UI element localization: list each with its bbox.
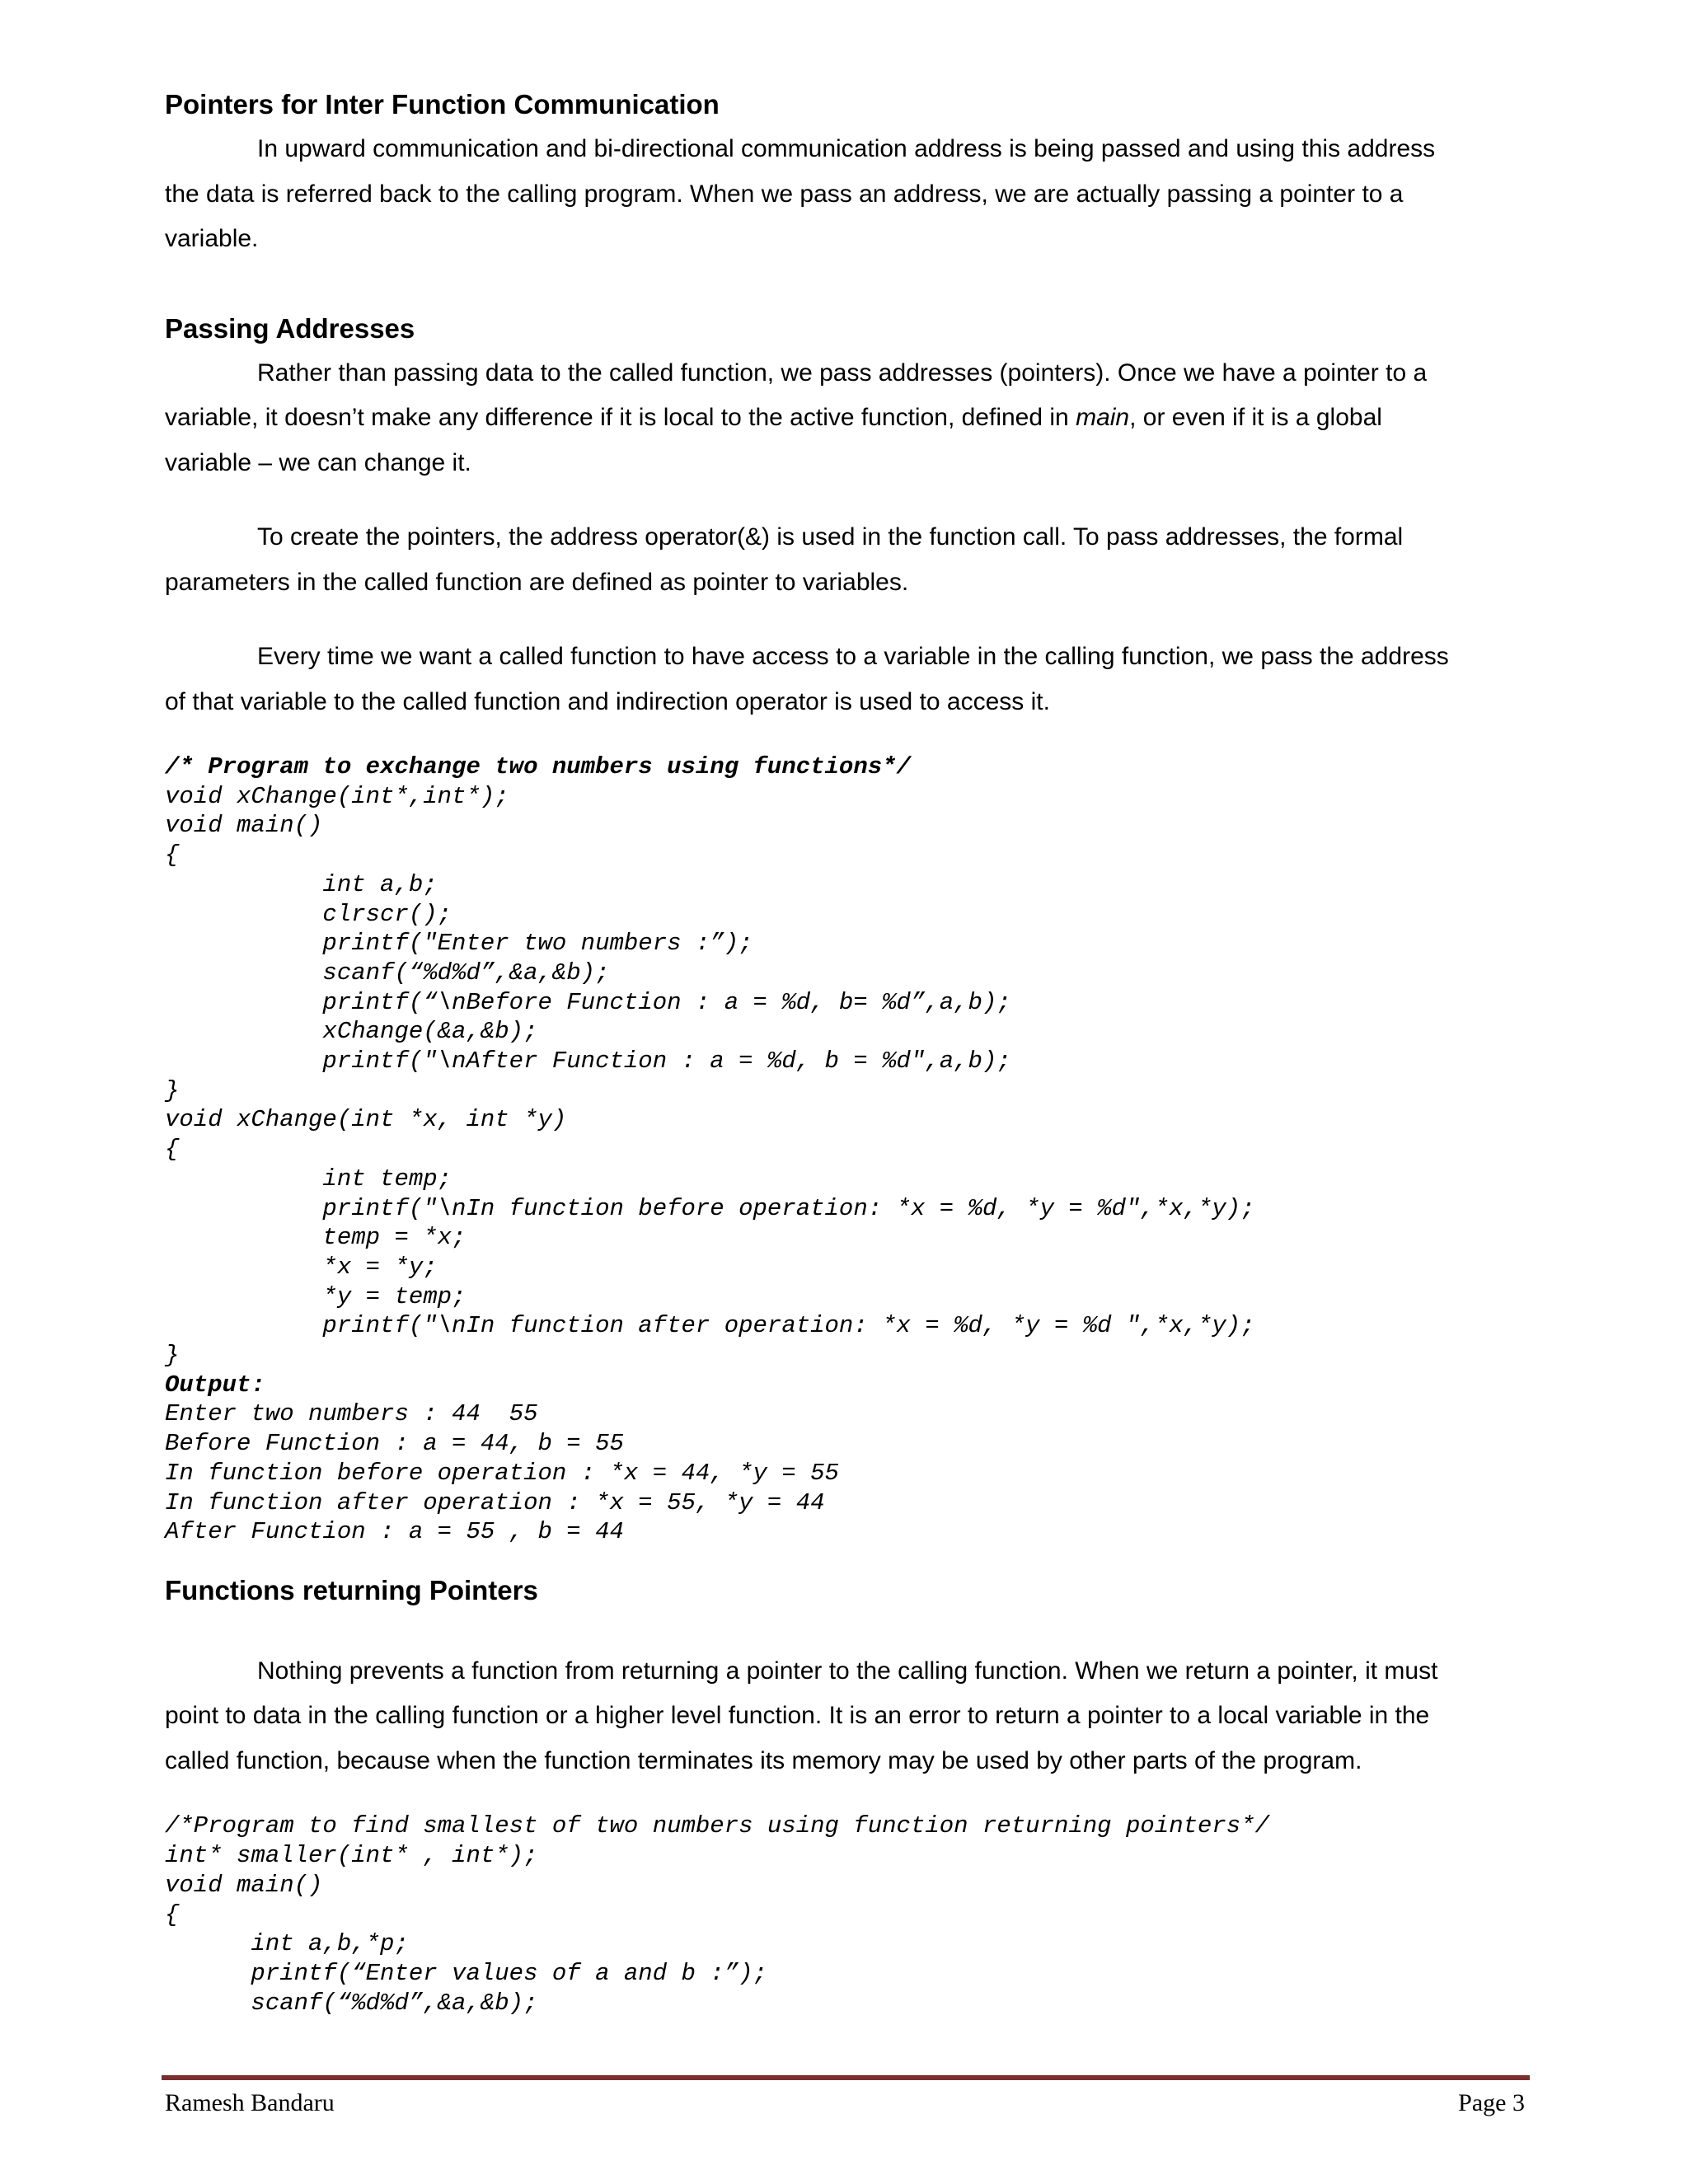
- text-line: Every time we want a called function to have access to a variable in the calling function, we pass the address: [257, 643, 1449, 670]
- paragraph-returning-pointers: [165, 1649, 1533, 1784]
- paragraph-indirection: [165, 635, 1533, 724]
- text-line: parameters in the called function are defined as pointer to variables.: [165, 568, 909, 596]
- paragraph-upward-communication: [165, 127, 1533, 262]
- document-page: [165, 82, 1533, 2018]
- section-heading-returning-pointers: Functions returning Pointers: [165, 1574, 538, 1605]
- text-line: called function, because when the function terminates its memory may be used by other parts of the program.: [165, 1746, 1362, 1774]
- text-line: point to data in the calling function or a higher level function. It is an error to return a pointer to a local variable in the: [165, 1702, 1430, 1730]
- program-comment-exchange: /* Program to exchange two numbers using functions*/: [165, 753, 911, 780]
- text-line: Rather than passing data to the called function, we pass addresses (pointers). Once we have a pointer to a: [257, 359, 1428, 387]
- text-segment: , or even if it is a global: [1129, 404, 1382, 431]
- text-line: the data is referred back to the calling program. When we pass an address, we are actually passing a pointer to a: [165, 180, 1404, 208]
- text-line: variable.: [165, 225, 259, 252]
- footer-page-number: Page 3: [1458, 2089, 1525, 2116]
- section-heading-inter-function: Pointers for Inter Function Communication: [165, 89, 720, 120]
- text-line: To create the pointers, the address operator(&) is used in the function call. To pass addresses, the formal: [257, 523, 1404, 551]
- text-line: In upward communication and bi-directional communication address is being passed and using this address: [257, 135, 1436, 162]
- output-label: Output:: [165, 1371, 265, 1399]
- section-heading-passing-addresses: Passing Addresses: [165, 312, 415, 344]
- text-line: variable – we can change it.: [165, 448, 471, 476]
- emphasis-main: main: [1076, 404, 1130, 431]
- footer-author: Ramesh Bandaru: [165, 2089, 335, 2116]
- code-block-exchange: void xChange(int*,int*); void main() { int a,b; clrscr(); printf("Enter two numbers :”); scanf(“%d%d”,&a,&b); printf(“\nBefore Function : a = %d, b= %d”,a,b); xChange(&a,&b); printf("\nAfter Function : a = %d, b = %d",a,b); } void xChange(int *x, int *y) { int temp; printf("\nIn function before operation: *x = %d, *y = %d",*x,*y); temp = *x; *x = *y; *y = temp; printf("\nIn function after operation: *x = %d, *y = %d ",*x,*y); }: [165, 782, 1255, 1370]
- text-segment: variable, it doesn’t make any difference if it is local to the active function, defined in: [165, 404, 1076, 431]
- text-line: [165, 396, 1533, 441]
- code-block-smaller: /*Program to find smallest of two numbers using function returning pointers*/ int* smaller(int* , int*); void main() { int a,b,*p; printf(“Enter values of a and b :”); scanf(“%d%d”,&a,&b);: [165, 1812, 1270, 2017]
- paragraph-passing-addresses: [165, 351, 1533, 486]
- text-line: of that variable to the called function and indirection operator is used to access it.: [165, 687, 1050, 715]
- paragraph-create-pointers: [165, 515, 1533, 605]
- footer-divider: [162, 2075, 1530, 2080]
- text-line: Nothing prevents a function from returning a pointer to the calling function. When we return a pointer, it must: [257, 1657, 1438, 1685]
- output-block: Enter two numbers : 44 55 Before Function : a = 44, b = 55 In function before operation : *x = 44, *y = 55 In function after operation : *x = 55, *y = 44 After Function : a = 55 , b = 44: [165, 1400, 839, 1546]
